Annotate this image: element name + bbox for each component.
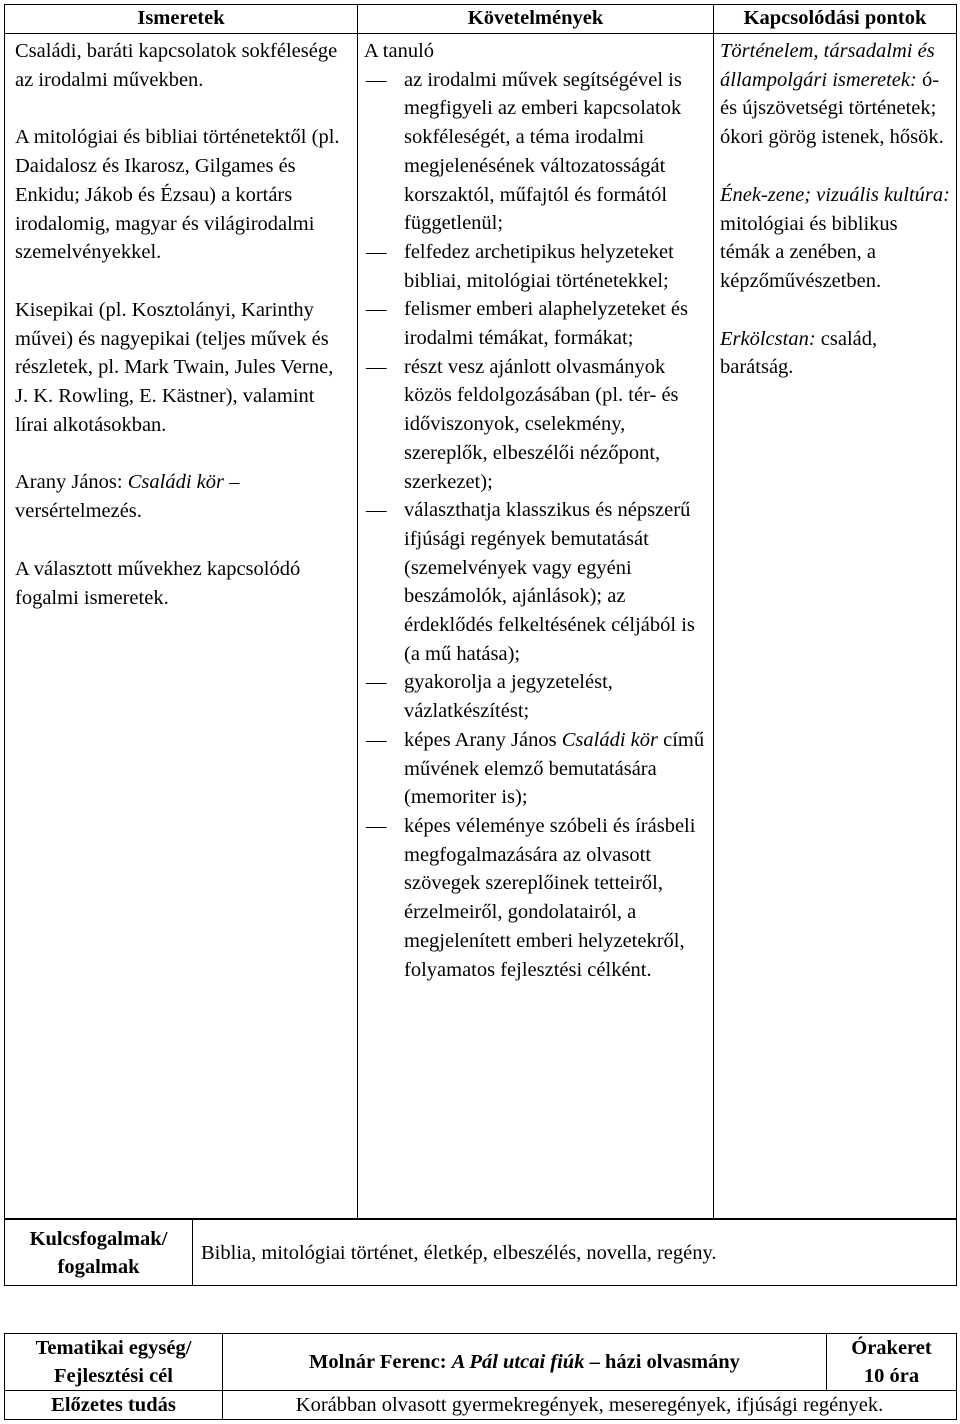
kapcsolodas-erkolcstan <box>720 325 950 382</box>
tematikai-egyseg-label-line1: Tematikai egység/ <box>35 1337 192 1359</box>
kapcsolodasi-cell <box>714 34 957 1219</box>
ismeretek-p5: A választott művekhez kapcsolódó fogalmi ismeretek. <box>15 557 301 609</box>
kovetelmenyek-intro: A tanuló <box>364 40 435 62</box>
unit-title <box>223 1334 827 1391</box>
kovetelmeny-item: — felismer emberi alaphelyzeteket és irodalmi témákat, formákat; <box>364 295 709 352</box>
header-ismeretek: Ismeretek <box>5 5 358 34</box>
kulcsfogalmak-row <box>5 1220 957 1286</box>
ismeretek-p3: Kisepikai (pl. Kosztolányi, Karinthy művei) és nagyepikai (teljes művek és részletek, pl. Mark Twain, Jules Verne, J. K. Rowling, E. Kästner), valamint lírai alkotásokban. <box>15 298 334 436</box>
kapcsolodas-tortenelem <box>720 37 950 152</box>
unit-table <box>4 1333 957 1420</box>
kovetelmeny-item: — gyakorolja a jegyzetelést, vázlatkészítést; <box>364 668 709 725</box>
orakeret-value: 10 óra <box>863 1365 920 1387</box>
kulcsfogalmak-table <box>4 1219 957 1286</box>
kulcsfogalmak-label-line2: fogalmak <box>57 1256 140 1278</box>
unit-title-work: A Pál utcai fiúk <box>451 1351 585 1373</box>
elozetes-tudas-row <box>5 1391 957 1420</box>
unit-title-author: Molnár Ferenc: <box>309 1351 452 1373</box>
elozetes-tudas-label: Előzetes tudás <box>5 1391 223 1420</box>
curriculum-table <box>4 4 957 1219</box>
unit-title-suffix: – házi olvasmány <box>584 1351 740 1373</box>
tematikai-egyseg-label <box>5 1334 223 1391</box>
content-row <box>5 34 957 1219</box>
kovetelmeny-item7-c: című művének elemző bemutatására (memoriter is); <box>404 728 705 809</box>
kulcsfogalmak-label <box>5 1220 193 1286</box>
kovetelmeny-item: — részt vesz ajánlott olvasmányok közös feldolgozásában (pl. tér- és időviszonyok, cselekmény, szereplők, elbeszélői nézőpont, szerkezet); <box>364 353 709 497</box>
ismeretek-p4-title: Családi kör <box>127 471 224 494</box>
kovetelmeny-item: — az irodalmi művek segítségével is megfigyeli az emberi kapcsolatok sokféleségét, a téma irodalmi megjelenésének változatosságát korszaktól, műfajtól és formától függetlenül; <box>364 66 709 238</box>
header-kovetelmenyek: Követelmények <box>358 5 714 34</box>
kovetelmeny-item: — képes véleménye szóbeli és írásbeli megfogalmazására az olvasott szövegek szereplőinek tetteiről, érzelmeiről, gondolatairól, a megjelenített emberi helyzetekről, folyamatos fejlesztési célként. <box>364 812 709 984</box>
kovetelmeny-item7-title: Családi kör <box>561 728 658 751</box>
kulcsfogalmak-label-line1: Kulcsfogalmak/ <box>29 1228 168 1250</box>
orakeret <box>827 1334 957 1391</box>
ismeretek-p4-author: Arany János: <box>15 471 128 494</box>
kapcsolodas-tortenelem-text: ó- és újszövetségi történetek; ókori görög istenek, hősök. <box>720 68 944 149</box>
ismeretek-cell <box>5 34 358 1219</box>
unit-title-row <box>5 1334 957 1391</box>
kapcsolodas-erkolcstan-subject: Erkölcstan: <box>720 327 816 350</box>
kovetelmeny-item: — felfedez archetipikus helyzeteket bibliai, mitológiai történetekkel; <box>364 238 709 295</box>
kovetelmeny-item7-a: képes Arany János <box>404 728 562 751</box>
kovetelmenyek-list <box>364 66 709 985</box>
ismeretek-p2: A mitológiai és bibliai történetektől (pl. Daidalosz és Ikarosz, Gilgames és Enkidu; Jákob és Ézsau) a kortárs irodalomig, magyar és világirodalmi szemelvényekkel. <box>15 126 340 264</box>
kapcsolodas-erkolcstan-text: család, barátság. <box>720 327 878 379</box>
kulcsfogalmak-value: Biblia, mitológiai történet, életkép, elbeszélés, novella, regény. <box>193 1220 957 1286</box>
kapcsolodas-enek-zene-text: mitológiai és biblikus témák a zenében, a képzőművészetben. <box>720 212 898 292</box>
kovetelmeny-item: — választhatja klasszikus és népszerű ifjúsági regények bemutatását (szemelvények vagy egyéni beszámolók, ajánlások); az érdeklődés felkeltésének céljából is (a mű hatása); <box>364 496 709 668</box>
kapcsolodas-tortenelem-subject: Történelem, társadalmi és állampolgári ismeretek: <box>720 40 935 91</box>
ismeretek-p4 <box>15 468 351 525</box>
orakeret-label: Órakeret <box>851 1337 932 1359</box>
table-header-row <box>5 5 957 34</box>
elozetes-tudas-value: Korábban olvasott gyermekregények, meseregények, ifjúsági regények. <box>223 1391 957 1420</box>
kovetelmenyek-cell <box>358 34 714 1219</box>
tematikai-egyseg-label-line2: Fejlesztési cél <box>54 1365 173 1387</box>
header-kapcsolodasi: Kapcsolódási pontok <box>714 5 957 34</box>
ismeretek-p1: Családi, baráti kapcsolatok sokfélesége az irodalmi művekben. <box>15 40 338 91</box>
kapcsolodas-enek-zene <box>720 181 950 296</box>
kovetelmeny-item <box>364 726 709 812</box>
kapcsolodas-enek-zene-subject: Ének-zene; vizuális kultúra: <box>720 183 950 206</box>
ismeretek-p4-rest: – versértelmezés. <box>15 471 240 523</box>
